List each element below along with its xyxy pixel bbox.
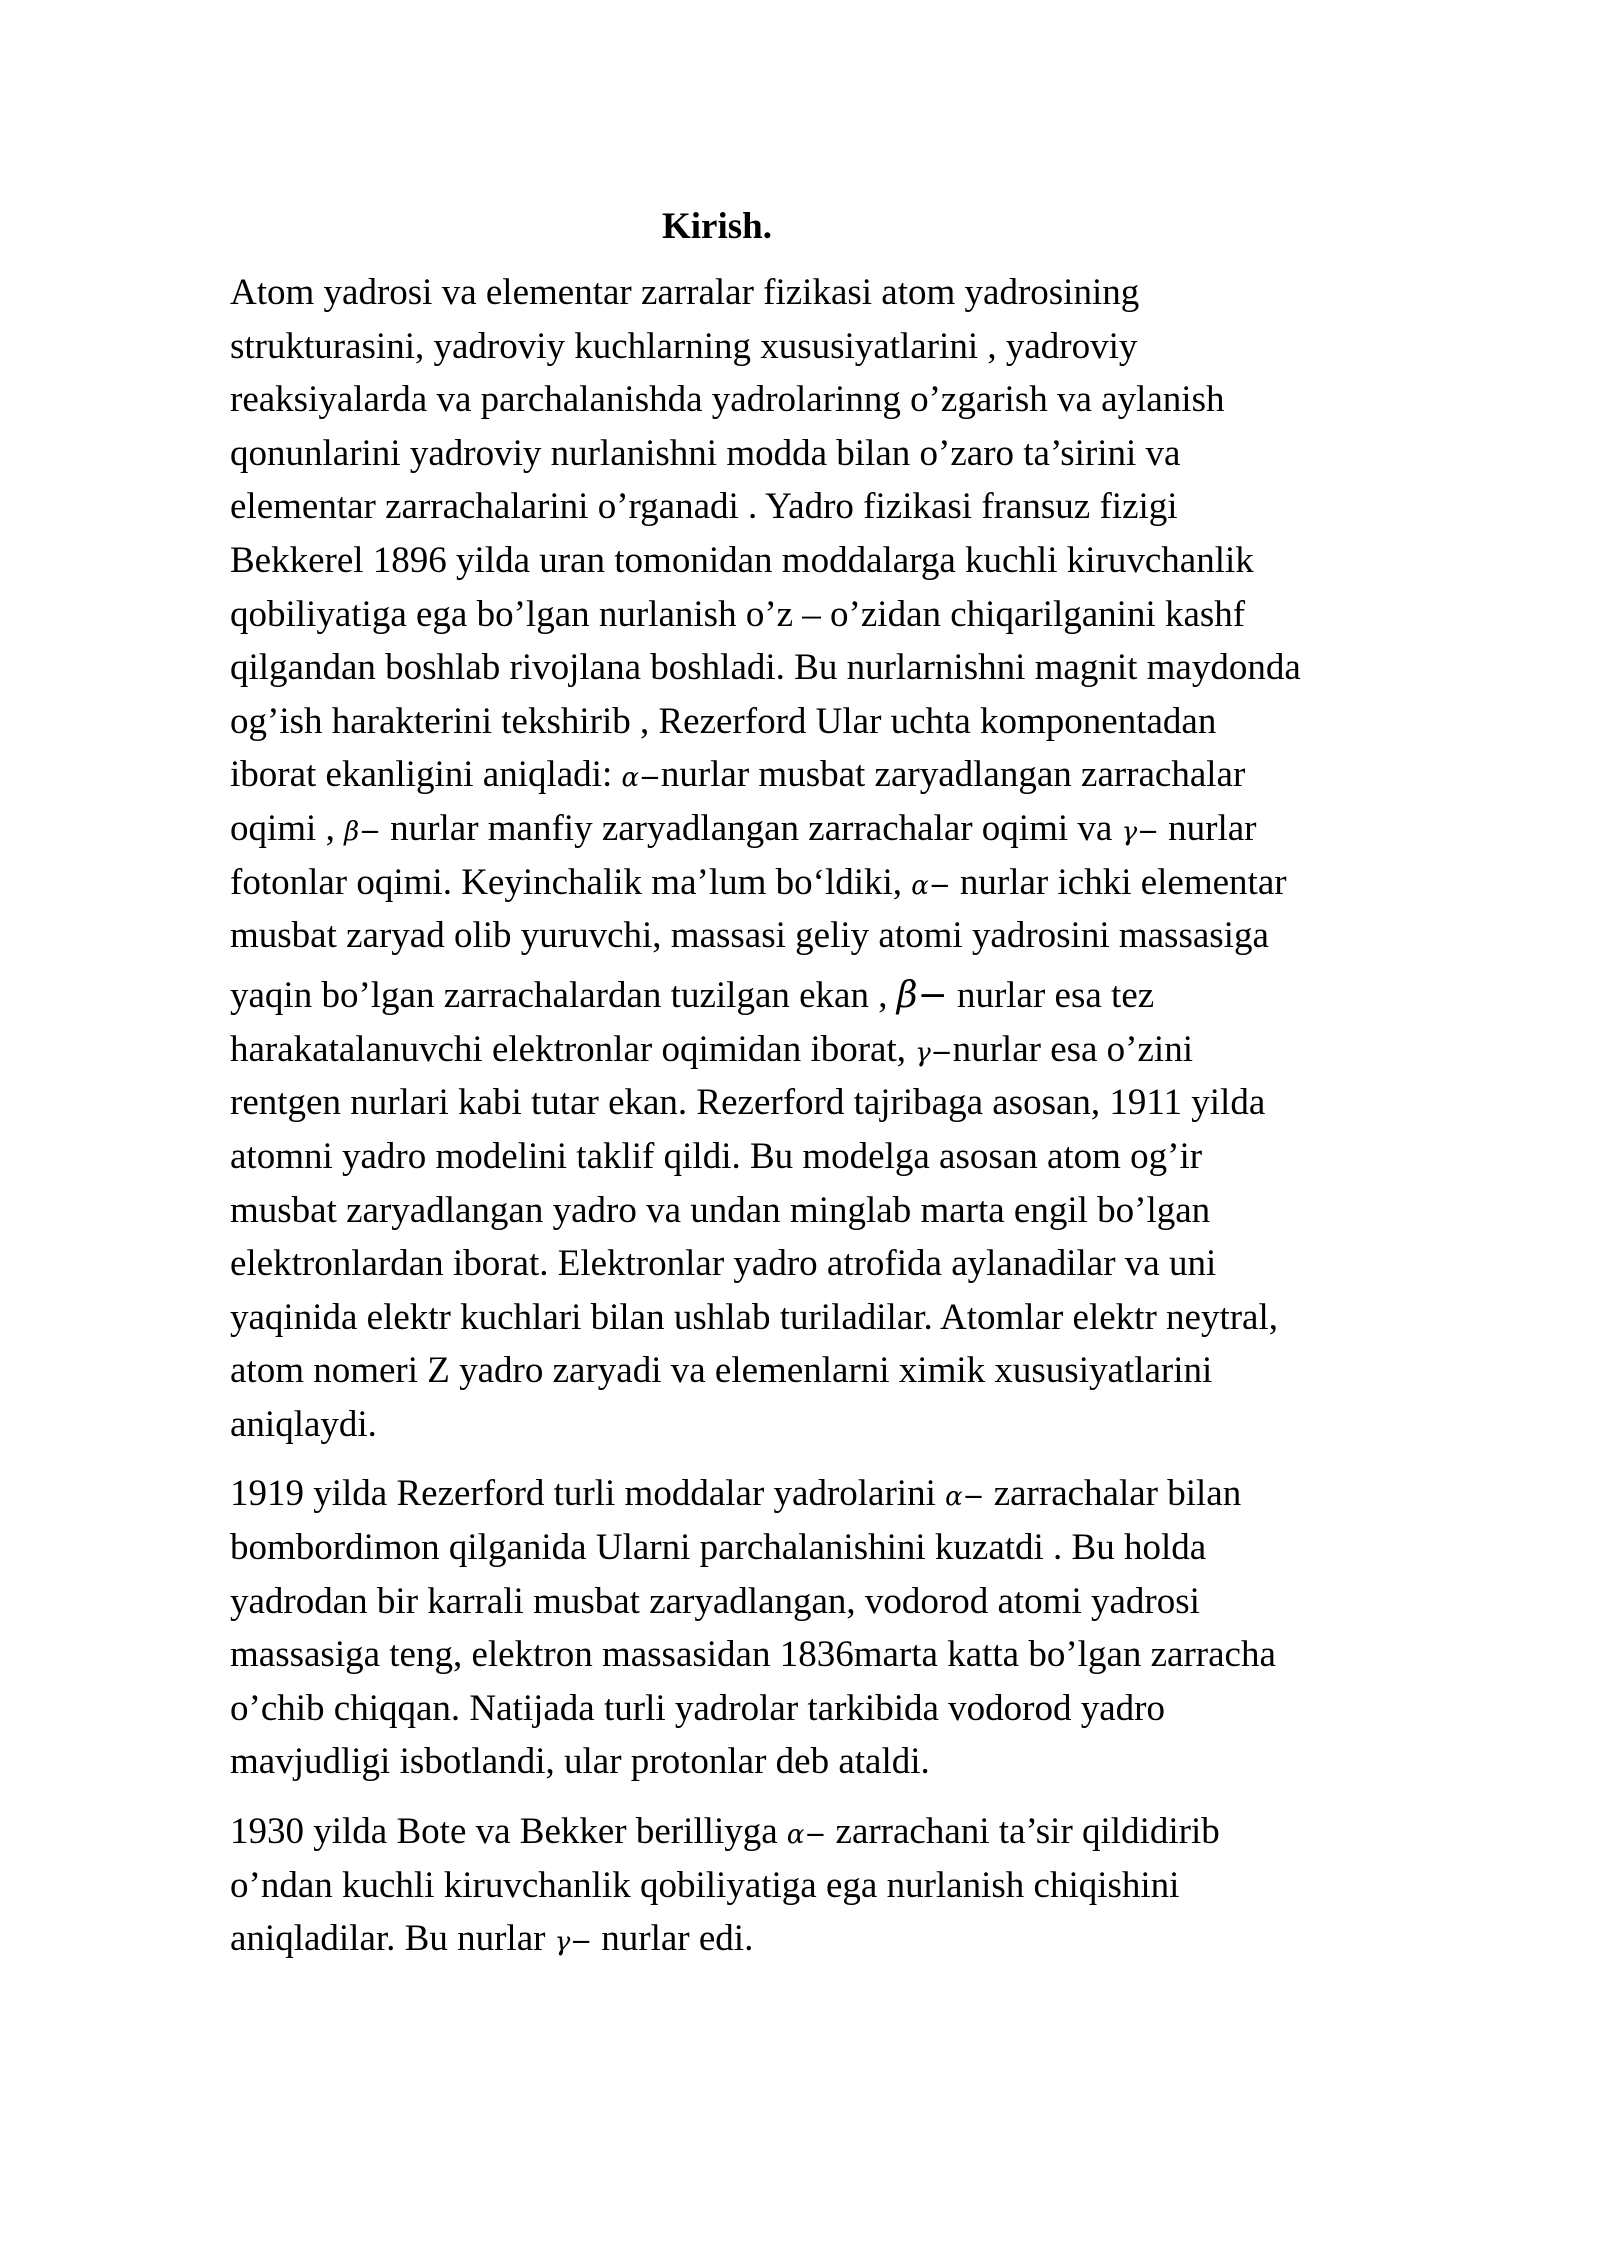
text-run: fotonlar oqimi. Keyinchalik ma’lum bo‘ldiki, (230, 861, 912, 903)
text-line (230, 748, 1500, 802)
text-line: qonunlarini yadroviy nurlanishni modda bilan o’zaro ta’sirini va (230, 432, 1181, 474)
text-run: nurlar esa tez (947, 974, 1155, 1016)
text-line: musbat zaryadlangan yadro va undan minglab marta engil bo’lgan (230, 1189, 1211, 1231)
greek-symbol: α− (945, 1482, 985, 1513)
text-run: nurlar ichki elementar (950, 861, 1287, 903)
text-line: qobiliyatiga ega bo’lgan nurlanish o’z – o’zidan chiqarilganini kashf (230, 593, 1246, 635)
text-run: nurlar (1158, 807, 1257, 849)
text-line: o’ndan kuchli kiruvchanlik qobiliyatiga ega nurlanish chiqishini (230, 1864, 1180, 1906)
text-line: strukturasini, yadroviy kuchlarning xususiyatlarini , yadroviy (230, 325, 1138, 367)
greek-symbol: α− (786, 1820, 827, 1851)
paragraph (230, 1467, 1500, 1789)
text-line: rentgen nurlari kabi tutar ekan. Rezerford tajribaga asosan, 1911 yilda (230, 1082, 1266, 1124)
paragraph (230, 1805, 1500, 1966)
text-line: atom nomeri Z yadro zaryadi va elemenlarni ximik xususiyatlarini (230, 1350, 1213, 1392)
text-line: bombordimon qilganida Ularni parchalanishini kuzatdi . Bu holda (230, 1527, 1207, 1569)
text-run: zarrachani ta’sir qildidirib (826, 1811, 1220, 1853)
text-line: massasiga teng, elektron massasidan 1836marta katta bo’lgan zarracha (230, 1634, 1276, 1676)
text-run: yaqin bo’lgan zarrachalardan tuzilgan ekan , (230, 974, 897, 1016)
greek-symbol: γ− (554, 1927, 593, 1958)
text-run: nurlar musbat zaryadlangan zarrachalar (660, 754, 1246, 796)
text-line: elektronlardan iborat. Elektronlar yadro atrofida aylanadilar va uni (230, 1243, 1217, 1285)
text-run: 1919 yilda Rezerford turli moddalar yadrolarini (230, 1473, 946, 1515)
text-line (230, 963, 1500, 1023)
text-line: atomni yadro modelini taklif qildi. Bu modelga asosan atom og’ir (230, 1135, 1203, 1177)
text-line: musbat zaryad olib yuruvchi, massasi geliy atomi yadrosini massasiga (230, 915, 1269, 957)
text-line: mavjudligi isbotlandi, ular protonlar deb ataldi. (230, 1741, 930, 1783)
text-run: aniqladilar. Bu nurlar (230, 1918, 555, 1960)
page-title: Kirish. (662, 206, 772, 247)
text-line: aniqlaydi. (230, 1403, 377, 1445)
text-line: reaksiyalarda va parchalanishda yadrolarinng o’zgarish va aylanish (230, 379, 1225, 421)
text-run: harakatalanuvchi elektronlar oqimidan iborat, (230, 1028, 916, 1070)
text-line: yaqinida elektr kuchlari bilan ushlab turiladilar. Atomlar elektr neytral, (230, 1296, 1278, 1338)
text-line: Atom yadrosi va elementar zarralar fizikasi atom yadrosining (230, 272, 1140, 313)
document-body (230, 266, 1500, 1966)
text-line (230, 856, 1500, 910)
text-line (230, 1467, 1500, 1521)
text-run: nurlar manfiy zaryadlangan zarrachalar oqimi va (380, 807, 1122, 849)
text-line: qilgandan boshlab rivojlana boshladi. Bu nurlarnishni magnit maydonda (230, 647, 1301, 689)
text-line: o’chib chiqqan. Natijada turli yadrolar tarkibida vodorod yadro (230, 1687, 1165, 1729)
text-line: Bekkerel 1896 yilda uran tomonidan moddalarga kuchli kiruvchanlik (230, 539, 1254, 581)
text-line (230, 1023, 1500, 1077)
greek-symbol: α− (621, 763, 661, 794)
text-run: 1930 yilda Bote va Bekker berilliyga (230, 1811, 787, 1853)
greek-symbol: γ− (915, 1037, 953, 1068)
text-run: oqimi , (230, 807, 345, 849)
greek-symbol: α− (911, 870, 951, 901)
text-run: nurlar esa o’zini (952, 1028, 1193, 1070)
text-line: og’ish harakterini tekshirib , Rezerford Ular uchta komponentadan (230, 700, 1217, 742)
text-line (230, 1805, 1500, 1859)
text-line (230, 802, 1500, 856)
greek-symbol: β− (896, 974, 948, 1016)
text-line (230, 1912, 1500, 1966)
greek-symbol: β− (344, 816, 381, 847)
document-page (230, 200, 1500, 1982)
text-line: elementar zarrachalarini o’rganadi . Yadro fizikasi fransuz fizigi (230, 486, 1178, 528)
text-run: zarrachalar bilan (984, 1473, 1242, 1515)
greek-symbol: γ− (1121, 816, 1159, 847)
text-line: yadrodan bir karrali musbat zaryadlangan, vodorod atomi yadrosi (230, 1580, 1200, 1622)
text-run: nurlar edi. (592, 1918, 754, 1960)
text-run: iborat ekanligini aniqladi: (230, 754, 622, 796)
paragraph (230, 266, 1500, 1451)
